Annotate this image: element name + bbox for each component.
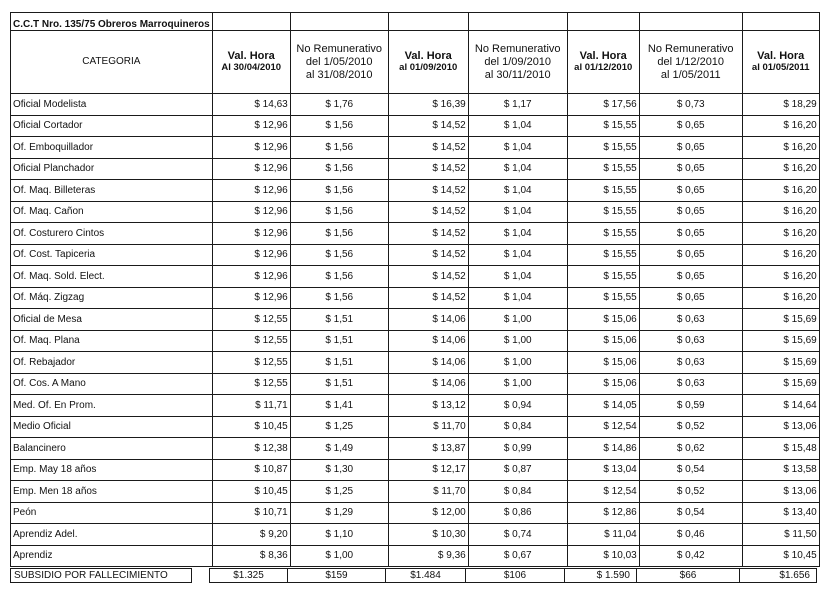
category-cell: Of. Rebajador bbox=[11, 352, 213, 374]
table-row bbox=[11, 309, 820, 331]
value-cell: $ 1,56 bbox=[290, 115, 388, 137]
category-cell: Of. Costurero Cintos bbox=[11, 223, 213, 245]
value-cell: $ 0,84 bbox=[468, 416, 567, 438]
value-cell: $ 15,06 bbox=[567, 352, 639, 374]
value-cell: $ 1,56 bbox=[290, 201, 388, 223]
value-cell: $ 15,69 bbox=[742, 330, 819, 352]
category-cell: Medio Oficial bbox=[11, 416, 213, 438]
value-cell: $ 16,20 bbox=[742, 201, 819, 223]
value-cell: $ 15,48 bbox=[742, 438, 819, 460]
value-cell: $ 12,55 bbox=[212, 373, 290, 395]
value-cell: $ 1,49 bbox=[290, 438, 388, 460]
table-row bbox=[11, 201, 820, 223]
value-cell: $ 1,04 bbox=[468, 137, 567, 159]
value-cell: $ 0,65 bbox=[639, 201, 742, 223]
subsidio-value: $1.656 bbox=[740, 569, 817, 583]
value-cell: $ 12,96 bbox=[212, 201, 290, 223]
value-cell: $ 14,52 bbox=[388, 244, 468, 266]
subsidio-value: $1.325 bbox=[210, 569, 288, 583]
header-line: Val. Hora bbox=[579, 50, 627, 62]
value-cell: $ 0,86 bbox=[468, 502, 567, 524]
value-cell: $ 11,04 bbox=[567, 524, 639, 546]
column-header-6 bbox=[639, 31, 742, 94]
category-cell: Oficial Modelista bbox=[11, 94, 213, 116]
category-cell: Oficial Planchador bbox=[11, 158, 213, 180]
value-cell: $ 15,55 bbox=[567, 201, 639, 223]
value-cell: $ 14,52 bbox=[388, 115, 468, 137]
subsidio-row bbox=[11, 569, 817, 583]
header-line: al 31/08/2010 bbox=[305, 68, 373, 81]
table-row bbox=[11, 373, 820, 395]
column-header-3 bbox=[388, 31, 468, 94]
value-cell: $ 17,56 bbox=[567, 94, 639, 116]
value-cell: $ 0,65 bbox=[639, 244, 742, 266]
value-cell: $ 1,56 bbox=[290, 223, 388, 245]
value-cell: $ 1,04 bbox=[468, 244, 567, 266]
value-cell: $ 12,96 bbox=[212, 137, 290, 159]
category-cell: Of. Maq. Sold. Elect. bbox=[11, 266, 213, 288]
value-cell: $ 16,20 bbox=[742, 223, 819, 245]
value-cell: $ 10,45 bbox=[212, 481, 290, 503]
value-cell: $ 11,70 bbox=[388, 416, 468, 438]
value-cell: $ 14,06 bbox=[388, 330, 468, 352]
value-cell: $ 0,65 bbox=[639, 287, 742, 309]
category-cell: Of. Maq. Cañon bbox=[11, 201, 213, 223]
value-cell: $ 12,54 bbox=[567, 416, 639, 438]
value-cell: $ 0,65 bbox=[639, 137, 742, 159]
value-cell: $ 13,58 bbox=[742, 459, 819, 481]
value-cell: $ 0,52 bbox=[639, 481, 742, 503]
table-row bbox=[11, 395, 820, 417]
value-cell: $ 0,65 bbox=[639, 180, 742, 202]
value-cell: $ 15,69 bbox=[742, 309, 819, 331]
value-cell: $ 0,63 bbox=[639, 352, 742, 374]
value-cell: $ 1,00 bbox=[468, 309, 567, 331]
header-line: Al 30/04/2010 bbox=[221, 62, 282, 73]
value-cell: $ 0,63 bbox=[639, 373, 742, 395]
value-cell: $ 12,55 bbox=[212, 352, 290, 374]
value-cell: $ 0,62 bbox=[639, 438, 742, 460]
value-cell: $ 16,20 bbox=[742, 287, 819, 309]
table-row bbox=[11, 244, 820, 266]
value-cell: $ 15,69 bbox=[742, 373, 819, 395]
value-cell: $ 1,04 bbox=[468, 201, 567, 223]
value-cell: $ 13,87 bbox=[388, 438, 468, 460]
value-cell: $ 8,36 bbox=[212, 545, 290, 567]
value-cell: $ 16,20 bbox=[742, 137, 819, 159]
value-cell: $ 1,56 bbox=[290, 244, 388, 266]
column-header-4 bbox=[468, 31, 567, 94]
value-cell: $ 14,05 bbox=[567, 395, 639, 417]
category-cell: Balancinero bbox=[11, 438, 213, 460]
category-cell: Of. Cos. A Mano bbox=[11, 373, 213, 395]
value-cell: $ 0,54 bbox=[639, 459, 742, 481]
subsidio-row-container bbox=[10, 568, 817, 583]
value-cell: $ 10,87 bbox=[212, 459, 290, 481]
category-cell: Of. Cost. Tapiceria bbox=[11, 244, 213, 266]
value-cell: $ 1,04 bbox=[468, 287, 567, 309]
category-cell: Emp. Men 18 años bbox=[11, 481, 213, 503]
value-cell: $ 0,63 bbox=[639, 309, 742, 331]
subsidio-value: $66 bbox=[637, 569, 740, 583]
header-line: No Remunerativo bbox=[474, 42, 561, 55]
value-cell: $ 10,30 bbox=[388, 524, 468, 546]
category-cell: Med. Of. En Prom. bbox=[11, 395, 213, 417]
value-cell: $ 0,65 bbox=[639, 158, 742, 180]
value-cell: $ 0,46 bbox=[639, 524, 742, 546]
value-cell: $ 1,51 bbox=[290, 352, 388, 374]
value-cell: $ 1,25 bbox=[290, 481, 388, 503]
category-cell: Oficial Cortador bbox=[11, 115, 213, 137]
value-cell: $ 1,41 bbox=[290, 395, 388, 417]
value-cell: $ 15,55 bbox=[567, 287, 639, 309]
value-cell: $ 0,65 bbox=[639, 115, 742, 137]
value-cell: $ 12,96 bbox=[212, 180, 290, 202]
value-cell: $ 1,00 bbox=[468, 330, 567, 352]
value-cell: $ 10,45 bbox=[742, 545, 819, 567]
table-row bbox=[11, 287, 820, 309]
table-row bbox=[11, 266, 820, 288]
wage-table-sheet bbox=[10, 12, 820, 567]
value-cell: $ 1,76 bbox=[290, 94, 388, 116]
value-cell: $ 0,54 bbox=[639, 502, 742, 524]
value-cell: $ 0,74 bbox=[468, 524, 567, 546]
value-cell: $ 14,52 bbox=[388, 137, 468, 159]
table-title: C.C.T Nro. 135/75 Obreros Marroquineros bbox=[11, 13, 213, 31]
value-cell: $ 1,00 bbox=[468, 352, 567, 374]
column-header-5 bbox=[567, 31, 639, 94]
value-cell: $ 12,96 bbox=[212, 115, 290, 137]
value-cell: $ 12,96 bbox=[212, 287, 290, 309]
value-cell: $ 1,04 bbox=[468, 158, 567, 180]
value-cell: $ 12,17 bbox=[388, 459, 468, 481]
category-cell: Aprendiz bbox=[11, 545, 213, 567]
value-cell: $ 15,06 bbox=[567, 309, 639, 331]
value-cell: $ 9,36 bbox=[388, 545, 468, 567]
value-cell: $ 1,04 bbox=[468, 223, 567, 245]
value-cell: $ 14,06 bbox=[388, 373, 468, 395]
value-cell: $ 14,52 bbox=[388, 158, 468, 180]
value-cell: $ 10,03 bbox=[567, 545, 639, 567]
table-row bbox=[11, 524, 820, 546]
value-cell: $ 14,52 bbox=[388, 180, 468, 202]
table-row bbox=[11, 459, 820, 481]
value-cell: $ 15,55 bbox=[567, 266, 639, 288]
subsidio-label: SUBSIDIO POR FALLECIMIENTO bbox=[11, 569, 192, 583]
value-cell: $ 12,86 bbox=[567, 502, 639, 524]
table-row bbox=[11, 137, 820, 159]
value-cell: $ 15,55 bbox=[567, 223, 639, 245]
value-cell: $ 11,70 bbox=[388, 481, 468, 503]
header-row bbox=[11, 31, 820, 94]
subsidio-value: $1.484 bbox=[386, 569, 466, 583]
value-cell: $ 11,71 bbox=[212, 395, 290, 417]
table-row bbox=[11, 180, 820, 202]
value-cell: $ 15,06 bbox=[567, 373, 639, 395]
table-row bbox=[11, 545, 820, 567]
category-cell: Peón bbox=[11, 502, 213, 524]
category-cell: Emp. May 18 años bbox=[11, 459, 213, 481]
value-cell: $ 15,55 bbox=[567, 115, 639, 137]
value-cell: $ 16,39 bbox=[388, 94, 468, 116]
value-cell: $ 13,12 bbox=[388, 395, 468, 417]
table-row bbox=[11, 94, 820, 116]
value-cell: $ 1,51 bbox=[290, 373, 388, 395]
value-cell: $ 14,64 bbox=[742, 395, 819, 417]
value-cell: $ 14,52 bbox=[388, 266, 468, 288]
subsidio-value: $ 1.590 bbox=[565, 569, 637, 583]
value-cell: $ 16,20 bbox=[742, 266, 819, 288]
value-cell: $ 1,51 bbox=[290, 309, 388, 331]
header-line: al 01/12/2010 bbox=[574, 62, 633, 73]
value-cell: $ 16,20 bbox=[742, 180, 819, 202]
value-cell: $ 18,29 bbox=[742, 94, 819, 116]
header-line: del 1/12/2010 bbox=[657, 55, 725, 68]
value-cell: $ 1,29 bbox=[290, 502, 388, 524]
header-line: Val. Hora bbox=[227, 50, 275, 62]
header-line: al 30/11/2010 bbox=[484, 68, 551, 81]
value-cell: $ 0,67 bbox=[468, 545, 567, 567]
value-cell: $ 0,94 bbox=[468, 395, 567, 417]
value-cell: $ 0,65 bbox=[639, 223, 742, 245]
value-cell: $ 16,20 bbox=[742, 115, 819, 137]
table-row bbox=[11, 481, 820, 503]
value-cell: $ 14,52 bbox=[388, 287, 468, 309]
value-cell: $ 16,20 bbox=[742, 158, 819, 180]
value-cell: $ 12,38 bbox=[212, 438, 290, 460]
header-line: No Remunerativo bbox=[647, 42, 734, 55]
value-cell: $ 14,06 bbox=[388, 309, 468, 331]
category-cell: Oficial de Mesa bbox=[11, 309, 213, 331]
value-cell: $ 1,04 bbox=[468, 115, 567, 137]
value-cell: $ 12,96 bbox=[212, 223, 290, 245]
value-cell: $ 15,55 bbox=[567, 244, 639, 266]
column-header-categoria: CATEGORIA bbox=[11, 31, 213, 94]
column-header-7 bbox=[742, 31, 819, 94]
value-cell: $ 1,56 bbox=[290, 137, 388, 159]
value-cell: $ 1,17 bbox=[468, 94, 567, 116]
value-cell: $ 13,06 bbox=[742, 481, 819, 503]
title-row bbox=[11, 13, 820, 31]
table-row bbox=[11, 223, 820, 245]
value-cell: $ 0,63 bbox=[639, 330, 742, 352]
category-cell: Of. Máq. Zigzag bbox=[11, 287, 213, 309]
category-cell: Aprendiz Adel. bbox=[11, 524, 213, 546]
value-cell: $ 1,25 bbox=[290, 416, 388, 438]
value-cell: $ 14,06 bbox=[388, 352, 468, 374]
value-cell: $ 0,42 bbox=[639, 545, 742, 567]
value-cell: $ 13,04 bbox=[567, 459, 639, 481]
value-cell: $ 12,96 bbox=[212, 158, 290, 180]
value-cell: $ 1,56 bbox=[290, 158, 388, 180]
category-cell: Of. Maq. Plana bbox=[11, 330, 213, 352]
value-cell: $ 1,04 bbox=[468, 266, 567, 288]
table-row bbox=[11, 438, 820, 460]
value-cell: $ 0,84 bbox=[468, 481, 567, 503]
value-cell: $ 10,71 bbox=[212, 502, 290, 524]
value-cell: $ 15,69 bbox=[742, 352, 819, 374]
value-cell: $ 16,20 bbox=[742, 244, 819, 266]
value-cell: $ 1,56 bbox=[290, 180, 388, 202]
value-cell: $ 0,99 bbox=[468, 438, 567, 460]
header-line: No Remunerativo bbox=[296, 42, 383, 55]
value-cell: $ 0,52 bbox=[639, 416, 742, 438]
column-header-1 bbox=[212, 31, 290, 94]
subsidio-value: $159 bbox=[288, 569, 386, 583]
category-cell: Of. Emboquillador bbox=[11, 137, 213, 159]
header-line: del 1/05/2010 bbox=[305, 55, 373, 68]
table-row bbox=[11, 416, 820, 438]
value-cell: $ 1,30 bbox=[290, 459, 388, 481]
table-row bbox=[11, 330, 820, 352]
value-cell: $ 14,52 bbox=[388, 223, 468, 245]
value-cell: $ 1,51 bbox=[290, 330, 388, 352]
header-line: al 01/09/2010 bbox=[399, 62, 458, 73]
header-line: Val. Hora bbox=[404, 50, 452, 62]
value-cell: $ 12,54 bbox=[567, 481, 639, 503]
value-cell: $ 11,50 bbox=[742, 524, 819, 546]
value-cell: $ 12,55 bbox=[212, 330, 290, 352]
value-cell: $ 9,20 bbox=[212, 524, 290, 546]
value-cell: $ 12,00 bbox=[388, 502, 468, 524]
value-cell: $ 15,06 bbox=[567, 330, 639, 352]
value-cell: $ 13,40 bbox=[742, 502, 819, 524]
value-cell: $ 15,55 bbox=[567, 137, 639, 159]
value-cell: $ 1,00 bbox=[290, 545, 388, 567]
header-line: del 1/09/2010 bbox=[484, 55, 552, 68]
value-cell: $ 0,87 bbox=[468, 459, 567, 481]
value-cell: $ 1,56 bbox=[290, 287, 388, 309]
value-cell: $ 10,45 bbox=[212, 416, 290, 438]
value-cell: $ 12,96 bbox=[212, 244, 290, 266]
value-cell: $ 14,52 bbox=[388, 201, 468, 223]
value-cell: $ 1,04 bbox=[468, 180, 567, 202]
header-line: Val. Hora bbox=[757, 50, 805, 62]
value-cell: $ 14,86 bbox=[567, 438, 639, 460]
value-cell: $ 13,06 bbox=[742, 416, 819, 438]
value-cell: $ 1,10 bbox=[290, 524, 388, 546]
header-line: al 01/05/2011 bbox=[751, 62, 810, 73]
subsidio-value: $106 bbox=[466, 569, 565, 583]
table-row bbox=[11, 158, 820, 180]
header-line: al 1/05/2011 bbox=[660, 68, 721, 81]
subsidio-table bbox=[10, 568, 817, 583]
wage-table bbox=[10, 12, 820, 567]
value-cell: $ 15,55 bbox=[567, 180, 639, 202]
value-cell: $ 14,63 bbox=[212, 94, 290, 116]
value-cell: $ 12,55 bbox=[212, 309, 290, 331]
value-cell: $ 0,59 bbox=[639, 395, 742, 417]
value-cell: $ 1,56 bbox=[290, 266, 388, 288]
value-cell: $ 0,65 bbox=[639, 266, 742, 288]
table-row bbox=[11, 502, 820, 524]
value-cell: $ 0,73 bbox=[639, 94, 742, 116]
category-cell: Of. Maq. Billeteras bbox=[11, 180, 213, 202]
table-row bbox=[11, 115, 820, 137]
value-cell: $ 1,00 bbox=[468, 373, 567, 395]
value-cell: $ 15,55 bbox=[567, 158, 639, 180]
value-cell: $ 12,96 bbox=[212, 266, 290, 288]
column-header-2 bbox=[290, 31, 388, 94]
table-row bbox=[11, 352, 820, 374]
